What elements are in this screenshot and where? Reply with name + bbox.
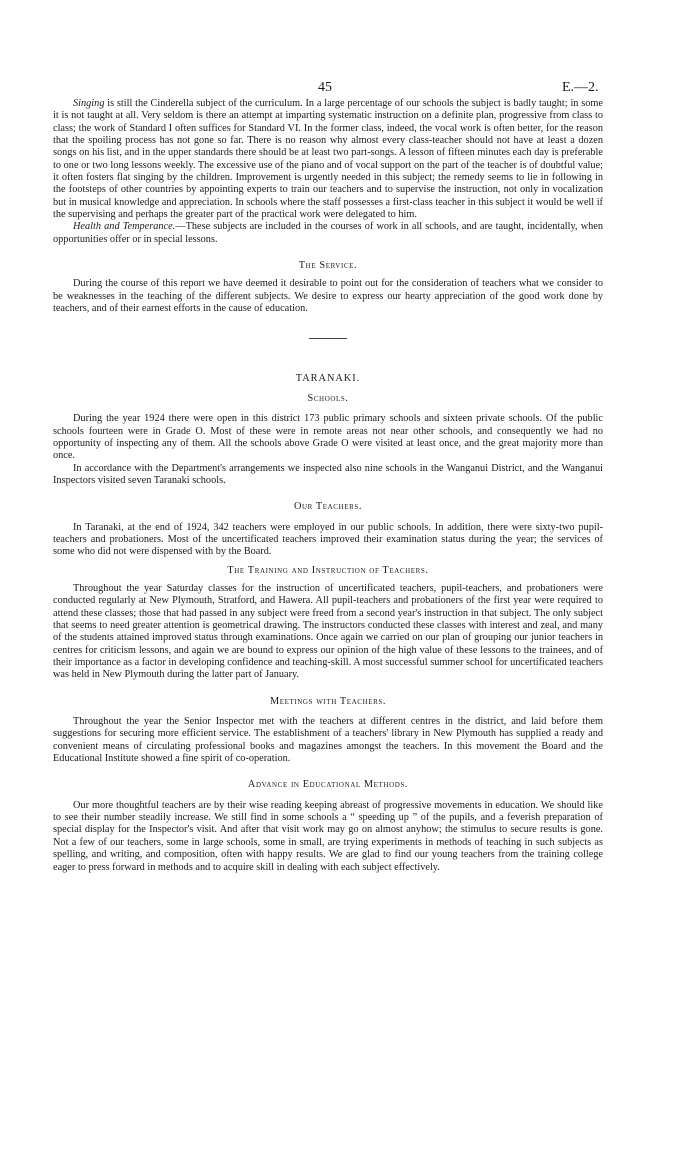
section-divider <box>309 338 347 339</box>
training-paragraph: Throughout the year Saturday classes for the instruction of uncertificated teachers, pupil-teachers, and probationers were conducted regularly at New Plymouth, Stratford, and Hawera. All pupil-teachers and probationers of the first year were required to attend these classes; those that had passed in any subject were freed from a second year's instruction in that subject. The only subject that seems to need greater attention is geometrical drawing. The instructors conducted these classes with interest and zeal, and many of the students attained improved status through examinations. Once again we carried on our plan of grouping our junior teachers in centres for criticism lessons, and again we are bound to express our opinion of the high value of these lessons to the trainees, and of their importance as a factor in developing confidence and teaching-skill. A most successful summer school for uncertificated teachers was held in New Plymouth during the latter part of January. <box>53 582 603 681</box>
teachers-heading: Our Teachers. <box>293 501 363 513</box>
service-heading: The Service. <box>298 260 358 272</box>
service-paragraph: During the course of this report we have deemed it desirable to point out for the consideration of teachers what we consider to be weaknesses in the teaching of the different subjects. We desire to express our hearty appreciation of the good work done by teachers, and of their earnest efforts in the cause of education. <box>53 278 603 315</box>
meetings-heading: Meetings with Teachers. <box>269 695 387 707</box>
singing-lead: Singing <box>73 98 105 109</box>
health-text: —These subjects are included in the courses of work in all schools, and are taught, incidentally, when opportunities offer or in special lessons. <box>53 221 603 245</box>
document-body <box>53 98 603 874</box>
schools-paragraph-1: During the year 1924 there were open in this district 173 public primary schools and sixteen private schools. Of the public schools fourteen were in Grade O. Most of these were in remote areas not near other schools, and consequently we had no opportunity of inspecting any of them. All the schools above Grade O were visited at least once, and the great majority more than once. <box>53 413 603 462</box>
schools-heading: Schools. <box>307 392 349 404</box>
singing-text: is still the Cinderella subject of the curriculum. In a large percentage of our schools the subject is badly taught; in some it is not taught at all. Very seldom is there an attempt at imparting systematic instruction on a definite plan, progressive from class to class; the work of Standard I often suffices for Standard VI. In the former class, indeed, the vocal work is often better, for the reason that the spoiling process has not gone so far. There is no reason why almost every class-teacher should not have at least a dozen songs on his list, and in the upper standards there should be at least two part-songs. A lesson of fifteen minutes each day is preferable to one or two long lessons weekly. The excessive use of the piano and of vocal support on the part of the teacher is of doubtful value; it often fosters flat singing by the children. Improvement is urgently needed in this subject; the remedy seems to lie in following in the footsteps of other countries by appointing experts to train our teachers and to supervise the instruction, not only in vocalization but in musical knowledge and appreciation. In schools where the staff possesses a first-class teacher in this subject it would be well if the supervising and perhaps the greater part of the practical work were delegated to him. <box>53 98 603 221</box>
training-heading: The Training and Instruction of Teachers. <box>227 564 429 576</box>
health-lead: Health and Temperance. <box>73 221 176 233</box>
singing-paragraph <box>53 98 603 221</box>
page-number: 45 <box>318 80 332 95</box>
health-paragraph <box>53 221 603 246</box>
taranaki-title: TARANAKI. <box>295 372 361 384</box>
advance-paragraph: Our more thoughtful teachers are by their wise reading keeping abreast of progressive movements in education. We should like to see their number steadily increase. We still find in some schools a “ speeding up ” of the pupils, and a feverish preparation of special display for the Inspector's visit. And after that visit work may go on almost anyhow; the stimulus to secure results is gone. Not a few of our teachers, some in large schools, some in small, are trying experiments in methods of teaching in such subjects as spelling, and writing, and composition, often with happy results. We are glad to find our young teachers from the training college eager to press forward in methods and to acquire skill in dealing with each subject effectively. <box>53 799 603 873</box>
meetings-paragraph: Throughout the year the Senior Inspector met with the teachers at different centres in the district, and laid before them suggestions for securing more efficient service. The establishment of a teachers' library in New Plymouth has supplied a ready and convenient means of circulating professional books and magazines amongst the teachers. In this movement the Board and the Educational Institute showed a fine spirit of co-operation. <box>53 716 603 765</box>
advance-heading: Advance in Educational Methods. <box>247 779 409 791</box>
teachers-paragraph: In Taranaki, at the end of 1924, 342 teachers were employed in our public schools. In addition, there were sixty-two pupil-teachers and probationers. Most of the uncertificated teachers improved their examination status during the year; the services of some who did not were dispensed with by the Board. <box>53 521 603 558</box>
schools-paragraph-2: In accordance with the Department's arrangements we inspected also nine schools in the Wanganui District, and the Wanganui Inspectors visited seven Taranaki schools. <box>53 462 603 486</box>
page-reference: E.—2. <box>562 80 599 95</box>
